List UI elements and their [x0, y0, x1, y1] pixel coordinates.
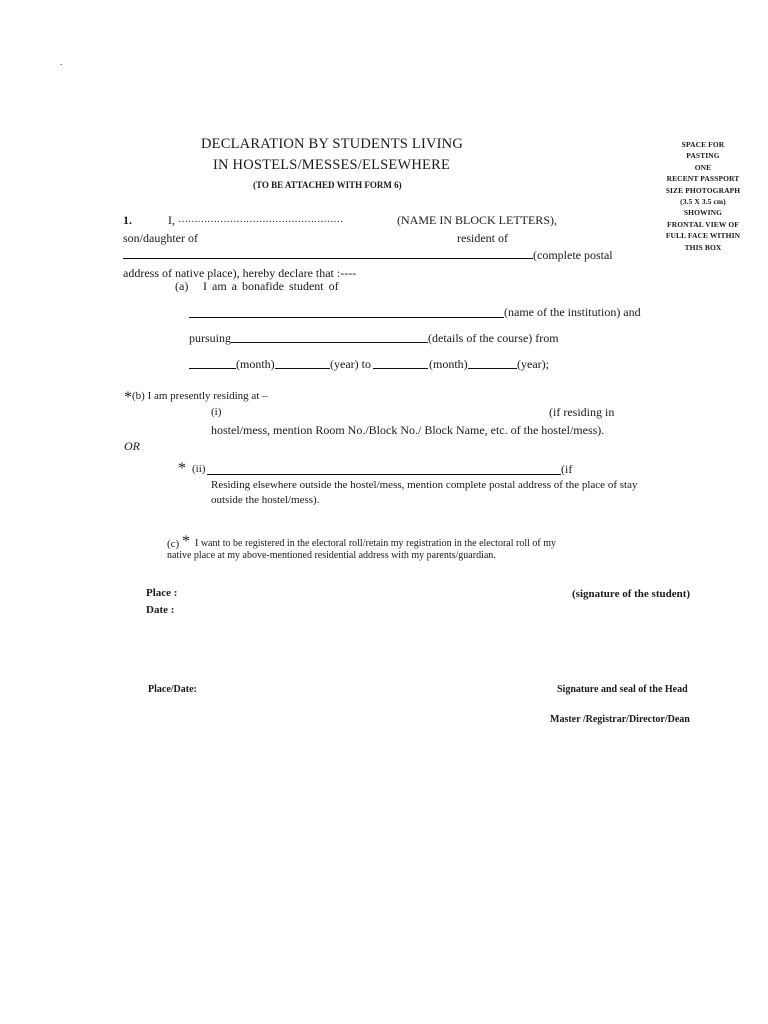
- i-label: (i): [211, 406, 222, 418]
- photo-text-line: SIZE PHOTOGRAPH: [665, 185, 741, 195]
- photo-text-line: SPACE FOR: [681, 140, 725, 149]
- a-text: I am a bonafide student of: [203, 279, 339, 293]
- complete-postal-label: (complete postal: [533, 248, 613, 262]
- a-label: (a): [175, 279, 189, 293]
- photo-text-line: ONE: [694, 162, 712, 172]
- hostel-mess-text: hostel/mess, mention Room No./Block No./ Block Name, etc. of the hostel/mess).: [211, 423, 605, 437]
- month-from-line: [189, 358, 236, 369]
- resident-of-label: resident of: [457, 231, 508, 245]
- son-daughter-label: son/daughter of: [123, 231, 198, 245]
- item-number: 1.: [123, 213, 132, 227]
- place-label: Place :: [146, 587, 178, 599]
- elsewhere-address-line: [207, 464, 561, 475]
- month-to-label: (month): [429, 357, 468, 371]
- address-native-text: address of native place), hereby declare that :----: [123, 266, 357, 280]
- if-residing-label: (if residing in: [549, 405, 615, 419]
- title-line-1: DECLARATION BY STUDENTS LIVING: [201, 136, 464, 152]
- title-line-2: IN HOSTELS/MESSES/ELSEWHERE: [213, 157, 451, 173]
- pursuing-label: pursuing: [189, 331, 231, 345]
- year-end-label: (year);: [517, 357, 549, 371]
- i-word: I,: [168, 213, 175, 227]
- photo-text-line: (3.5 X 3.5 cm): [680, 197, 726, 207]
- photo-text-line: FULL FACE WITHIN: [665, 231, 741, 241]
- month-to-line: [373, 358, 428, 369]
- outside-hostel-text: outside the hostel/mess).: [211, 494, 320, 506]
- c-text-line-2: native place at my above-mentioned residential address with my parents/guardian.: [167, 550, 496, 561]
- photo-text-line: THIS BOX: [684, 242, 722, 252]
- year-to-label: (year) to: [330, 357, 371, 371]
- subtitle: (TO BE ATTACHED WITH FORM 6): [253, 180, 402, 190]
- course-line: [231, 332, 428, 343]
- place-date-label: Place/Date:: [148, 684, 197, 695]
- native-address-line: [123, 248, 533, 259]
- name-block-letters-label: (NAME IN BLOCK LETTERS),: [397, 213, 557, 227]
- photo-text-line: SHOWING: [683, 208, 723, 218]
- details-course-label: (details of the course) from: [428, 331, 559, 345]
- photo-placeholder: [652, 139, 754, 253]
- photo-text-line: PASTING: [686, 151, 720, 161]
- signature-head-label: Signature and seal of the Head: [557, 684, 688, 695]
- institution-line: [189, 307, 504, 318]
- residing-elsewhere-text: Residing elsewhere outside the hostel/mess, mention complete postal address of the place of stay: [211, 479, 638, 491]
- year-to-line: [468, 358, 517, 369]
- asterisk-ii: *: [178, 460, 186, 477]
- year-from-line: [275, 358, 330, 369]
- month-from-label: (month): [236, 357, 275, 371]
- name-dots: ……………………………………………: [178, 214, 343, 225]
- c-label: (c): [167, 538, 180, 550]
- asterisk-b: *: [124, 389, 132, 406]
- signature-student-label: (signature of the student): [572, 588, 691, 600]
- if-label: (if: [561, 462, 573, 476]
- or-label: OR: [124, 439, 140, 453]
- c-text-line-1: I want to be registered in the electoral roll/retain my registration in the electoral roll of my: [195, 538, 556, 549]
- photo-text-line: FRONTAL VIEW OF: [667, 219, 739, 229]
- master-registrar-label: Master /Registrar/Director/Dean: [550, 714, 690, 725]
- ii-label: (ii): [192, 463, 206, 475]
- stray-dot: .: [60, 57, 63, 67]
- date-label: Date :: [146, 604, 175, 616]
- b-text: (b) I am presently residing at –: [132, 390, 268, 402]
- name-institution-label: (name of the institution) and: [504, 305, 641, 319]
- photo-text-line: RECENT PASSPORT: [666, 174, 740, 184]
- asterisk-c: *: [182, 533, 190, 550]
